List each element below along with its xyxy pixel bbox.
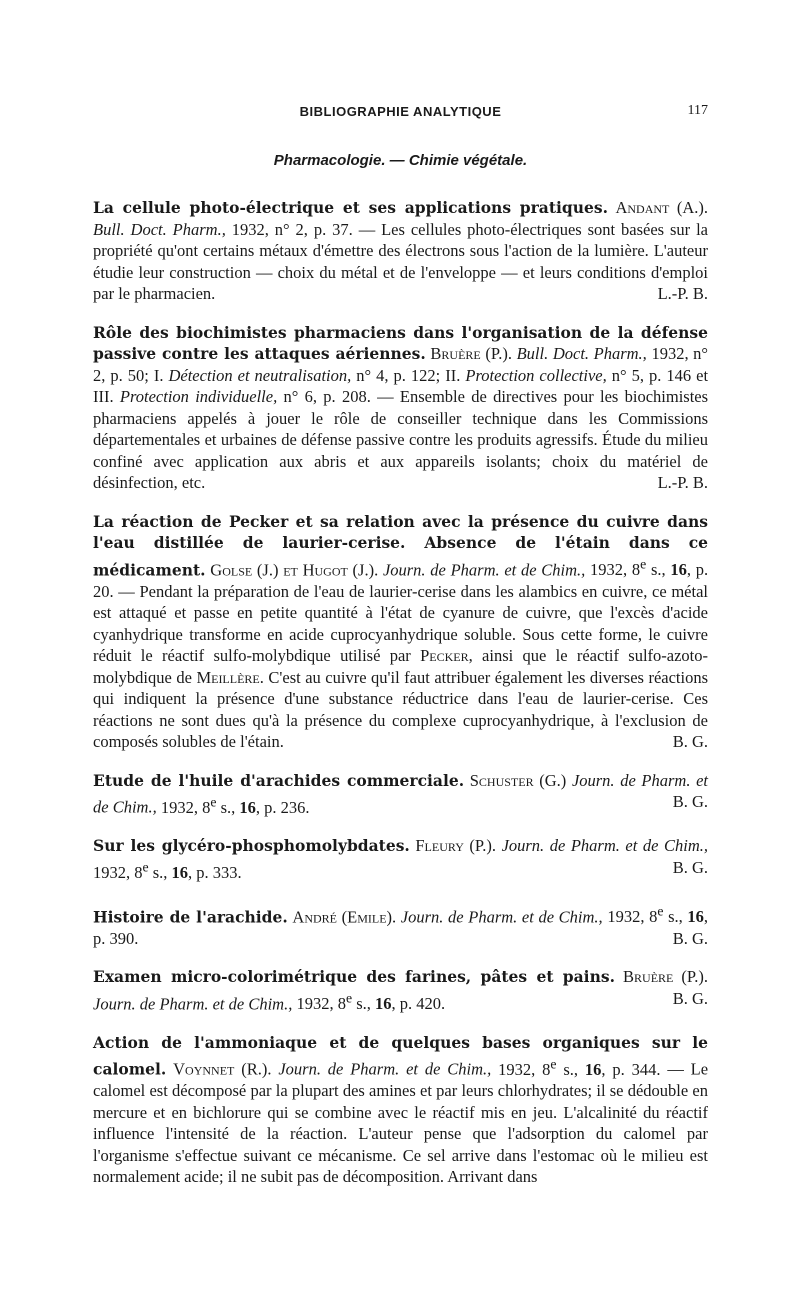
entry-body: — Les cellules photo-électriques sont basées sur la propriété qu'ont certains métaux d'émettre des électrons sous l'action de la lumière. L'auteur étudie leur construction — choix du métal et de l'enveloppe — et leurs conditions d'emploi par le pharmacien. [93, 219, 708, 303]
entry-journal: Journ. de Pharm. et de Chim., [400, 907, 603, 926]
entry-title: Sur les glycéro-phosphomolybdates. [93, 836, 410, 855]
entry-signature: B. G. [672, 988, 708, 1008]
section-title: Pharmacologie. — Chimie végétale. [273, 152, 528, 169]
entry-title: Examen micro-colorimétrique des farines, pâtes et pains. [93, 967, 615, 986]
entry-title: Histoire de l'arachide. [93, 907, 288, 926]
entry-author: Bruère (P.). [623, 967, 708, 986]
entry-body: — Pendant la préparation de l'eau de laurier-cerise dans les alambics en cuivre, ce métal est attaqué et passe en petite quantité à l'état de cyanure de cuivre, que l'excès d'acide cyanhydrique transforme en acide cuprocyanhydrique soluble. Sous cette forme, le cuivre réduit le réactif sulfo-molybdique utilisé par [93, 581, 708, 665]
entry-signature: B. G. [672, 928, 708, 948]
entry-body: — Le calomel est décomposé par la plupart des amines et par leurs chlorhydrates; il se dédouble en mercure et en bichlorure qui se combine avec le réactif mis en jeu. L'alcalinité du réactif influence l'intensité de la réaction. L'auteur pense que l'adsorption du calomel par l'organisme s'effectue suivant ce mécanisme. Ce sel arrive dans l'estomac où le milieu est normalement acide; il ne subit pas de décomposition. Arrivant dans [93, 1059, 709, 1186]
bibliography-entry [93, 901, 708, 950]
entry-title: La cellule photo-électrique et ses applications pratiques. [93, 198, 608, 217]
entry-reference: 1932, 8e s., 16, p. 344. [498, 1056, 661, 1079]
bibliography-entry [93, 511, 708, 753]
running-title: BIBLIOGRAPHIE ANALYTIQUE [299, 104, 502, 119]
bibliography-entry [93, 835, 708, 884]
bibliography-entry [93, 197, 708, 305]
entry-body: C'est au cuivre qu'il faut attribuer également les diverses réactions qui indiquent la présence d'une substance réductrice dans l'eau de laurier-cerise. Ces réactions ne sont dues qu'à la présence du complexe cuprocyanhydrique, à l'exclusion de composés solubles de l'étain. [93, 667, 709, 751]
entry-journal: Journ. de Pharm. et de Chim., [93, 994, 293, 1013]
entry-author: Andant (A.). [615, 198, 709, 217]
entry-journal: Journ. de Pharm. et de Chim., [382, 560, 586, 579]
cited-name: Pecker, [420, 646, 473, 665]
entry-journal: Journ. de Pharm. et de Chim., [93, 770, 709, 817]
bibliography-entry [93, 966, 708, 1015]
entry-reference: 1932, n° 2, p. 37. [231, 219, 353, 239]
entry-signature: B. G. [672, 857, 708, 877]
entry-part-title: Protection collective, [465, 365, 607, 385]
entry-reference: 1932, 8e s., 16, p. 20. [93, 556, 709, 601]
entry-author: Bruère (P.). [430, 344, 512, 363]
entry-body: ainsi que le réactif sulfo-azoto-molybdique de [93, 646, 709, 687]
entry-journal: Bull. Doct. Pharm., [516, 344, 647, 363]
entry-reference: 1932, 8e s., 16, p. 236. [160, 794, 310, 817]
bibliography-entry [93, 1032, 708, 1188]
entry-title: Action de l'ammoniaque et de quelques bases organiques sur le calomel. [93, 1032, 708, 1079]
entry-title: Rôle des biochimistes pharmaciens dans l'organisation de la défense passive contre les attaques aériennes. [93, 322, 708, 363]
entry-author: André (Emile). [292, 907, 397, 926]
entry-journal: Bull. Doct. Pharm., [93, 219, 226, 239]
entry-title: Etude de l'huile d'arachides commerciale. [93, 770, 465, 790]
entry-journal: Journ. de Pharm. et de Chim., [501, 836, 708, 855]
entry-body: — Ensemble de directives pour les biochimistes pharmaciens appelés à jouer le rôle de conseiller technique dans les Commissions départementales et urbaines de défense passive contre les produits agressifs. Étude du milieu confiné avec application aux abris et aux appareils isolants; choix du matériel de désinfection, etc. [93, 387, 709, 492]
entry-journal: Journ. de Pharm. et de Chim., [278, 1059, 492, 1079]
running-header [93, 100, 708, 122]
entry-author: Golse (J.) et Hugot (J.). [210, 560, 379, 579]
bibliography-entry [93, 770, 708, 819]
entry-part-title: Détection et neutralisation, [168, 365, 352, 385]
page-number: 117 [687, 103, 708, 118]
entry-signature: L.-P. B. [657, 284, 708, 303]
entry-author: Voynnet (R.). [173, 1059, 272, 1079]
entry-title: La réaction de Pecker et sa relation avec la présence du cuivre dans l'eau distillée de laurier-cerise. Absence de l'étain dans ce médicament. [93, 511, 708, 579]
cited-name: Meillère. [196, 667, 264, 687]
bibliography-entry [93, 322, 708, 494]
entry-reference: n° 5, p. 146 et III. [93, 365, 709, 406]
entry-reference: 1932, 8e s., 16, p. 390. [93, 903, 709, 948]
document-page [93, 100, 708, 1205]
entry-signature: L.-P. B. [657, 473, 708, 492]
entry-signature: B. G. [672, 792, 708, 811]
entry-reference: n° 4, p. 122; II. [356, 365, 461, 385]
entry-signature: B. G. [672, 732, 708, 751]
entry-reference: 1932, n° 2, p. 50; I. [93, 344, 709, 385]
entry-reference: n° 6, p. 208. [283, 387, 371, 406]
entry-author: Fleury (P.). [415, 836, 497, 855]
entry-part-title: Protection individuelle, [119, 387, 278, 406]
entry-reference: 1932, 8e s., 16, p. 420. [296, 990, 446, 1013]
entry-author: Schuster (G.) [469, 770, 567, 790]
entry-reference: 1932, 8e s., 16, p. 333. [93, 859, 242, 882]
